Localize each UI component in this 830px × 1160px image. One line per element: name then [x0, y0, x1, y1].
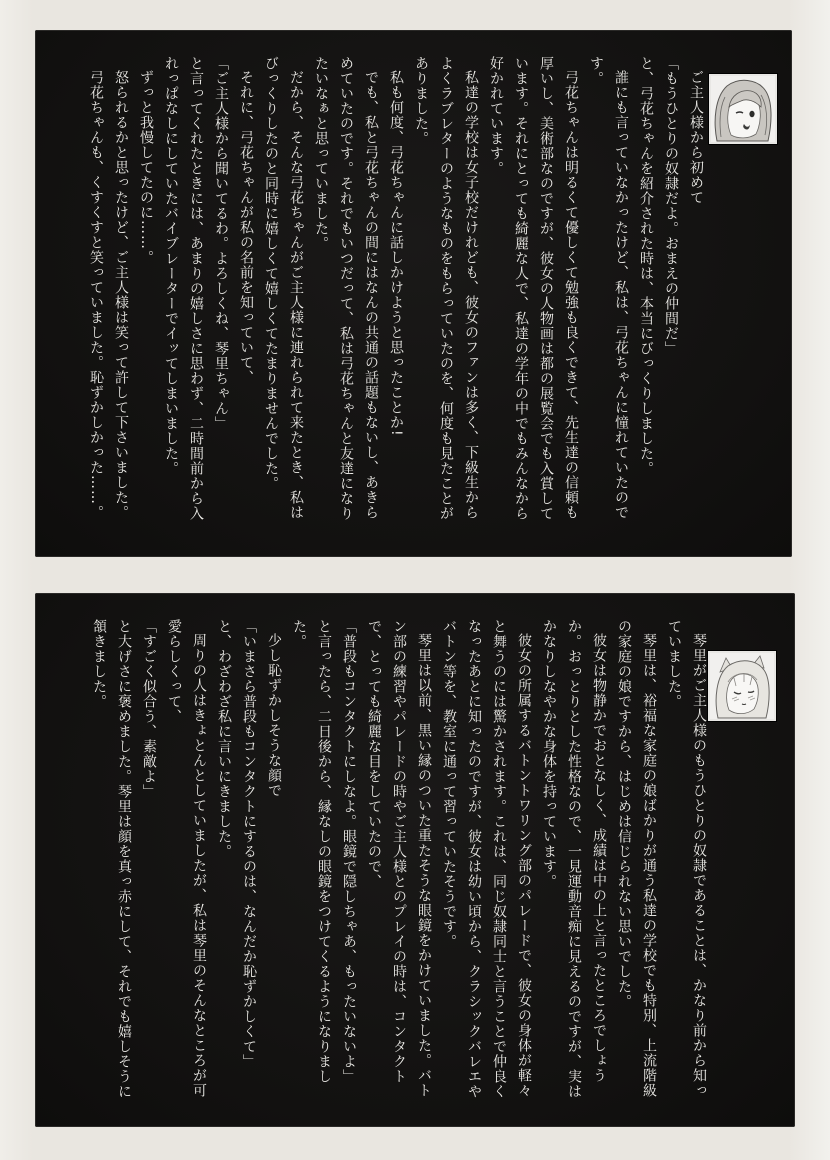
- paragraph: 「ご主人様から聞いてるわ。よろしくね、琴里ちゃん」: [213, 56, 229, 431]
- paragraph: 「いまさら普段もコンタクトにするのは、なんだか恥ずかしくて」: [241, 619, 257, 1069]
- paragraph: 「すごく似合う、素敵よ」: [141, 619, 157, 799]
- vertical-text-block-yumika: [57, 56, 708, 533]
- tufted-hair-girl-blushing-portrait-drawing: [710, 653, 774, 719]
- paragraph: 彼女の所属するバトントワリング部のパレードで、彼女の身体が軽々と舞うのには驚かされます。これは、同じ奴隷同士と言うことで仲良くなったあとに知ったのですが、彼女は幼い頃から、クラシックバレエやバトン等を、教室に通って習っていたそうです。: [441, 619, 532, 1099]
- paragraph: 周りの人はきょとんとしていましたが、私は琴里のそんなところが可愛らしくって、: [166, 619, 207, 1098]
- paragraph: だから、そんな弓花ちゃんがご主人様に連れられて来たとき、私はびっくりしたのと同時に嬉しくて嬉しくてたまりませんでした。: [263, 56, 304, 520]
- story-panel-yumika: [35, 30, 792, 557]
- paragraph: 琴里は、裕福な家庭の娘ばかりが通う私達の学校でも特別、上流階級の家庭の娘ですから、はじめは信じられない思いでした。: [616, 619, 657, 1098]
- paragraph: と言ったら、二日後から、縁なしの眼鏡をつけてくるようになりました。: [291, 619, 332, 1084]
- paragraph: 誰にも言っていなかったけど、私は、弓花ちゃんに憧れていたのです。: [588, 56, 629, 520]
- paragraph: 「もうひとりの奴隷だよ。おまえの仲間だ」: [663, 56, 679, 356]
- long-haired-girl-portrait-drawing: [711, 76, 775, 142]
- paragraph: 「普段もコンタクトにしなよ。眼鏡で隠しちゃあ、もったいないよ」: [341, 619, 357, 1084]
- paragraph: 私達の学校は女子校だけれども、彼女のファンは多く、下級生からよくラブレターのようなものをもらっていたのを、何度も見たことがありました。: [413, 56, 479, 521]
- paragraph: 彼女は物静かでおとなしく、成績は中の上と言ったところでしょうか。おっとりとした性格なので、一見運動音痴に見えるのですが、実はかなりしなやかな身体を持っています。: [541, 619, 607, 1099]
- paragraph: 少し恥ずかしそうな顔で: [266, 633, 282, 798]
- kotori-portrait: [708, 651, 776, 721]
- paragraph: 弓花ちゃんも、くすくすと笑っていました。恥ずかしかった……。: [88, 70, 104, 520]
- paragraph: 弓花ちゃんは明るくて優しくて勉強も良くできて、先生達の信頼も厚いし、美術部なのですが、彼女の人物画は都の展覧会でも入賞しています。それにとっても綺麗な人で、私達の学年の中でもみんなから好かれています。: [488, 56, 579, 521]
- paragraph: ご主人様から初めて: [688, 70, 704, 205]
- paragraph: と、わざわざ私に言いにきました。: [216, 619, 232, 859]
- paragraph: 私も何度、弓花ちゃんに話しかけようと思ったことか!: [388, 70, 404, 437]
- paragraph: 怒られるかと思ったけど、ご主人様は笑って許して下さいました。: [113, 70, 129, 520]
- paragraph: と言ってくれたときには、あまりの嬉しさに思わず、二時間前から入れっぱなしにしていたバイブレーターでイッてしまいました。: [163, 56, 204, 521]
- paragraph: 琴里は以前、黒い縁のついた重たそうな眼鏡をかけていました。バトン部の練習やパレードの時やご主人様とのプレイの時は、コンタクトで、とっても綺麗な目をしていたので、: [366, 619, 432, 1098]
- paragraph: と大げさに褒めました。琴里は顔を真っ赤にして、それでも嬉しそうに頷きました。: [91, 619, 132, 1099]
- vertical-text-block-kotori: [57, 619, 711, 1103]
- story-panel-kotori: [35, 593, 795, 1127]
- paragraph: でも、私と弓花ちゃんの間にはなんの共通の話題もないし、あきらめていたのです。それでもいつだって、私は弓花ちゃんと友達になりたいなぁと思っていました。: [313, 56, 379, 521]
- paragraph: 琴里がご主人様のもうひとりの奴隷であることは、かなり前から知っていました。: [666, 619, 707, 1098]
- paragraph: それに、弓花ちゃんが私の名前を知っていて、: [238, 70, 254, 385]
- yumika-portrait: [709, 74, 777, 144]
- paragraph: と、弓花ちゃんを紹介された時は、本当にびっくりしました。: [638, 56, 654, 476]
- paragraph: ずっと我慢してたのに……。: [138, 70, 154, 265]
